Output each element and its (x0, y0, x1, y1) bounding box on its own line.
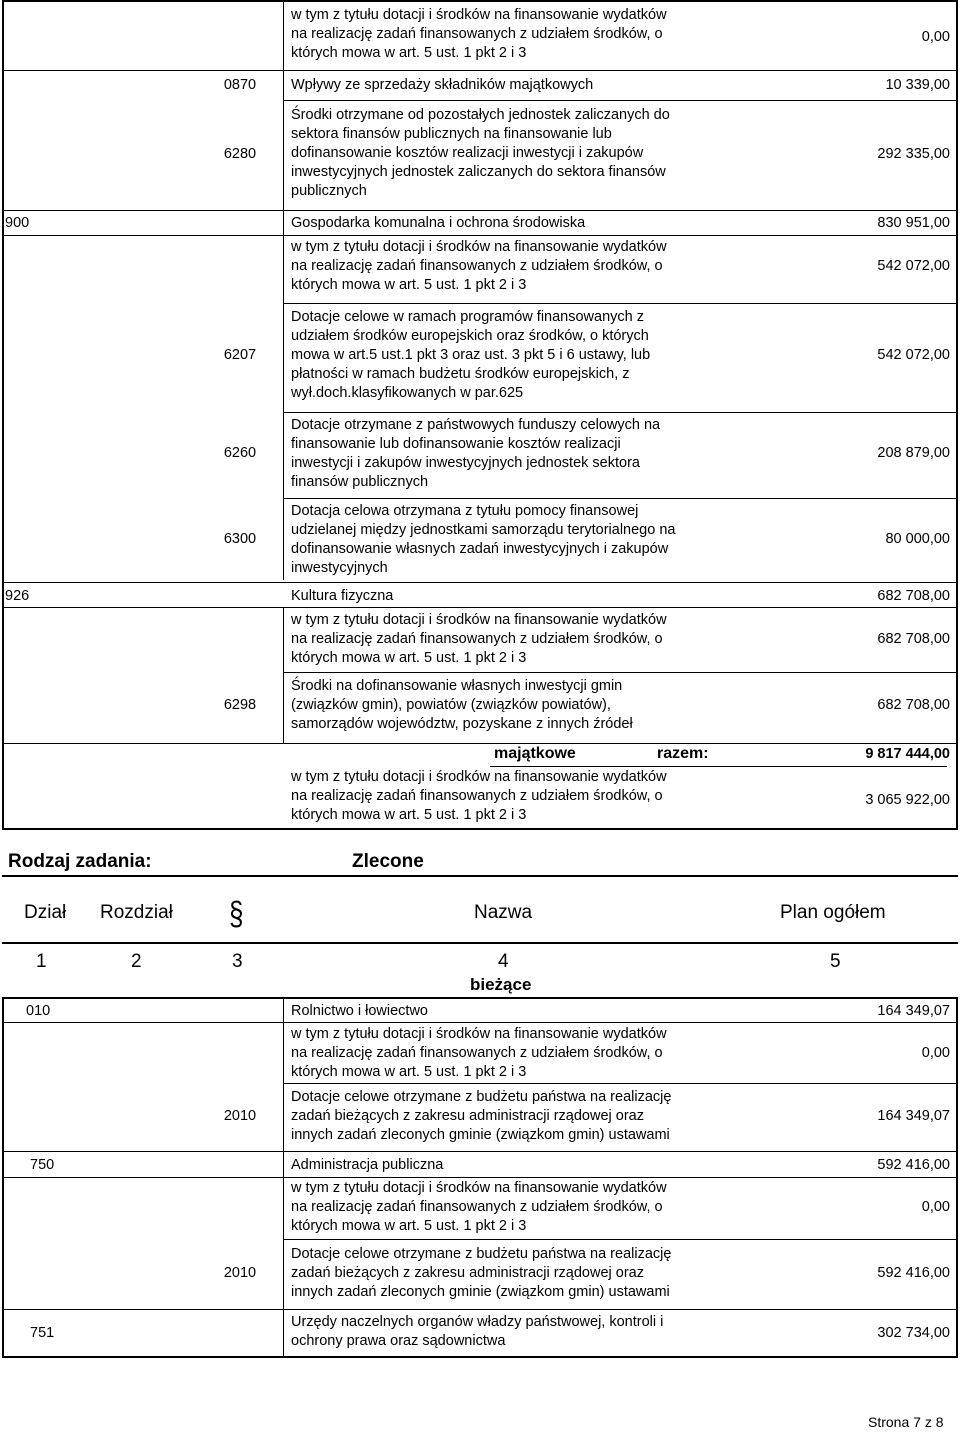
row-plan: 292 335,00 (877, 146, 950, 162)
total-sub-value: 3 065 922,00 (865, 792, 950, 808)
row-line (2, 235, 958, 236)
row-nazwa: Dotacje celowe w ramach programów finansowanych z udziałem środków europejskich oraz środków, o których mowa w art.5 ust.1 pkt 3 oraz ust. 3 pkt 5 i 6 ustawy, lub płatności w ramach budżetu środków europejskich, z wył.doch.klasyfikowanych w par.625 (291, 309, 651, 401)
total-sub-desc: w tym z tytułu dotacji i środków na finansowanie wydatków na realizację zadań finansowanych z udziałem środków, o których mowa w art. 5 ust. 1 pkt 2 i 3 (291, 769, 667, 823)
subheader-biezace: bieżące (470, 975, 532, 994)
header-underline (2, 942, 958, 944)
rozdzial-0870: 0870 (223, 77, 257, 93)
intro-value: 0,00 (921, 29, 950, 45)
row-line (283, 1083, 958, 1084)
row-nazwa: Gospodarka komunalna i ochrona środowiska (291, 215, 586, 231)
rozdzial-6280: 6280 (223, 146, 257, 162)
row-plan: 0,00 (921, 1199, 950, 1215)
row-line (2, 70, 958, 71)
colnum-4: 4 (498, 951, 509, 972)
row-plan: 682 708,00 (877, 631, 950, 647)
row-plan: 208 879,00 (877, 445, 950, 461)
rozdzial-751: 751 (30, 1325, 55, 1341)
row-plan: 592 416,00 (877, 1157, 950, 1173)
row-plan: 830 951,00 (877, 215, 950, 231)
row-nazwa: Dotacje celowe otrzymane z budżetu państwa na realizację zadań bieżących z zakresu administracji rządowej oraz innych zadań zleconych gminie (związkom gmin) ustawami (291, 1246, 672, 1300)
colnum-1: 1 (36, 951, 47, 972)
row-line (283, 303, 958, 304)
row-nazwa: Środki na dofinansowanie własnych inwestycji gmin (związków gmin), powiatów (związków powiatów), samorządów województw, pozyskane z innych źródeł (291, 678, 633, 732)
row-line (2, 1022, 958, 1023)
row-plan: 80 000,00 (885, 531, 950, 547)
header-plan: Plan ogółem (780, 902, 886, 923)
row-nazwa: Rolnictwo i łowiectwo (291, 1003, 428, 1019)
colnum-3: 3 (232, 951, 243, 972)
row-plan: 682 708,00 (877, 588, 950, 604)
row-plan: 542 072,00 (877, 258, 950, 274)
intro-description: w tym z tytułu dotacji i środków na finansowanie wydatków na realizację zadań finansowanych z udziałem środków, o których mowa w art. 5 ust. 1 pkt 2 i 3 (291, 7, 667, 61)
row-nazwa: Urzędy naczelnych organów władzy państwowej, kontroli i ochrony prawa oraz sądownictwa (291, 1314, 664, 1349)
row-line (283, 498, 958, 499)
dzial-900: 900 (5, 215, 30, 231)
rozdzial-6260: 6260 (223, 445, 257, 461)
row-plan: 302 734,00 (877, 1325, 950, 1341)
header-dzial: Dział (24, 902, 67, 923)
row-line (2, 210, 958, 211)
paragraf-2010: 2010 (223, 1108, 257, 1124)
total-label-left: majątkowe (494, 745, 576, 762)
row-line (283, 412, 958, 413)
row-nazwa: Wpływy ze sprzedaży składników majątkowych (291, 77, 594, 93)
rozdzial-6207: 6207 (223, 347, 257, 363)
dzial-926: 926 (5, 588, 30, 604)
row-line (2, 1177, 958, 1178)
header-rozdzial: Rozdział (100, 902, 173, 923)
row-nazwa: w tym z tytułu dotacji i środków na finansowanie wydatków na realizację zadań finansowanych z udziałem środków, o których mowa w art. 5 ust. 1 pkt 2 i 3 (291, 239, 667, 293)
total-underline (490, 766, 947, 767)
header-paragraf: § (229, 893, 244, 933)
rodzaj-underline (2, 875, 958, 877)
row-plan: 682 708,00 (877, 697, 950, 713)
row-nazwa: Dotacje otrzymane z państwowych funduszy celowych na finansowanie lub dofinansowanie kosztów realizacji inwestycji i zakupów inwestycyjnych jednostek sektora finansów publicznych (291, 417, 661, 490)
row-line (2, 582, 958, 583)
row-plan: 592 416,00 (877, 1265, 950, 1281)
total-label-right: razem: (657, 745, 709, 762)
row-nazwa: Środki otrzymane od pozostałych jednostek zaliczanych do sektora finansów publicznych na finansowanie lub dofinansowanie kosztów realizacji inwestycji i zakupów inwestycyjnych jednostek zaliczanych do sektora finansów publicznych (291, 107, 670, 199)
row-line (2, 1151, 958, 1152)
colnum-5: 5 (830, 951, 841, 972)
total-value: 9 817 444,00 (865, 746, 950, 762)
colnum-2: 2 (131, 951, 142, 972)
upper-col-divider (283, 0, 284, 580)
rozdzial-6300: 6300 (223, 531, 257, 547)
rodzaj-zadania-label: Rodzaj zadania: (8, 851, 152, 872)
row-nazwa: w tym z tytułu dotacji i środków na finansowanie wydatków na realizację zadań finansowanych z udziałem środków, o których mowa w art. 5 ust. 1 pkt 2 i 3 (291, 1026, 667, 1080)
row-nazwa: Dotacja celowa otrzymana z tytułu pomocy finansowej udzielanej między jednostkami samorządu terytorialnego na dofinansowanie własnych zadań inwestycyjnych i zakupów inwestycyjnych (291, 503, 676, 576)
dzial-750: 750 (30, 1157, 55, 1173)
row-plan: 164 349,07 (877, 1003, 950, 1019)
upper-col-divider-2 (283, 608, 284, 743)
row-nazwa: Administracja publiczna (291, 1157, 444, 1173)
row-line (2, 1309, 958, 1310)
row-plan: 164 349,07 (877, 1108, 950, 1124)
row-line (283, 672, 958, 673)
rodzaj-zadania-value: Zlecone (352, 851, 424, 872)
paragraf-2010: 2010 (223, 1265, 257, 1281)
dzial-010: 010 (26, 1003, 51, 1019)
rozdzial-6298: 6298 (223, 697, 257, 713)
row-nazwa: w tym z tytułu dotacji i środków na finansowanie wydatków na realizację zadań finansowanych z udziałem środków, o których mowa w art. 5 ust. 1 pkt 2 i 3 (291, 1180, 667, 1234)
row-line (283, 1239, 958, 1240)
row-plan: 542 072,00 (877, 347, 950, 363)
row-nazwa: Dotacje celowe otrzymane z budżetu państwa na realizację zadań bieżących z zakresu administracji rządowej oraz innych zadań zleconych gminie (związkom gmin) ustawami (291, 1089, 672, 1143)
row-nazwa: w tym z tytułu dotacji i środków na finansowanie wydatków na realizację zadań finansowanych z udziałem środków, o których mowa w art. 5 ust. 1 pkt 2 i 3 (291, 612, 667, 666)
page-number: Strona 7 z 8 (868, 1414, 944, 1430)
row-line (283, 100, 958, 101)
row-plan: 10 339,00 (885, 77, 950, 93)
row-line (2, 607, 958, 608)
row-plan: 0,00 (921, 1045, 950, 1061)
row-line (2, 743, 958, 744)
row-nazwa: Kultura fizyczna (291, 588, 394, 604)
header-nazwa: Nazwa (474, 902, 533, 923)
